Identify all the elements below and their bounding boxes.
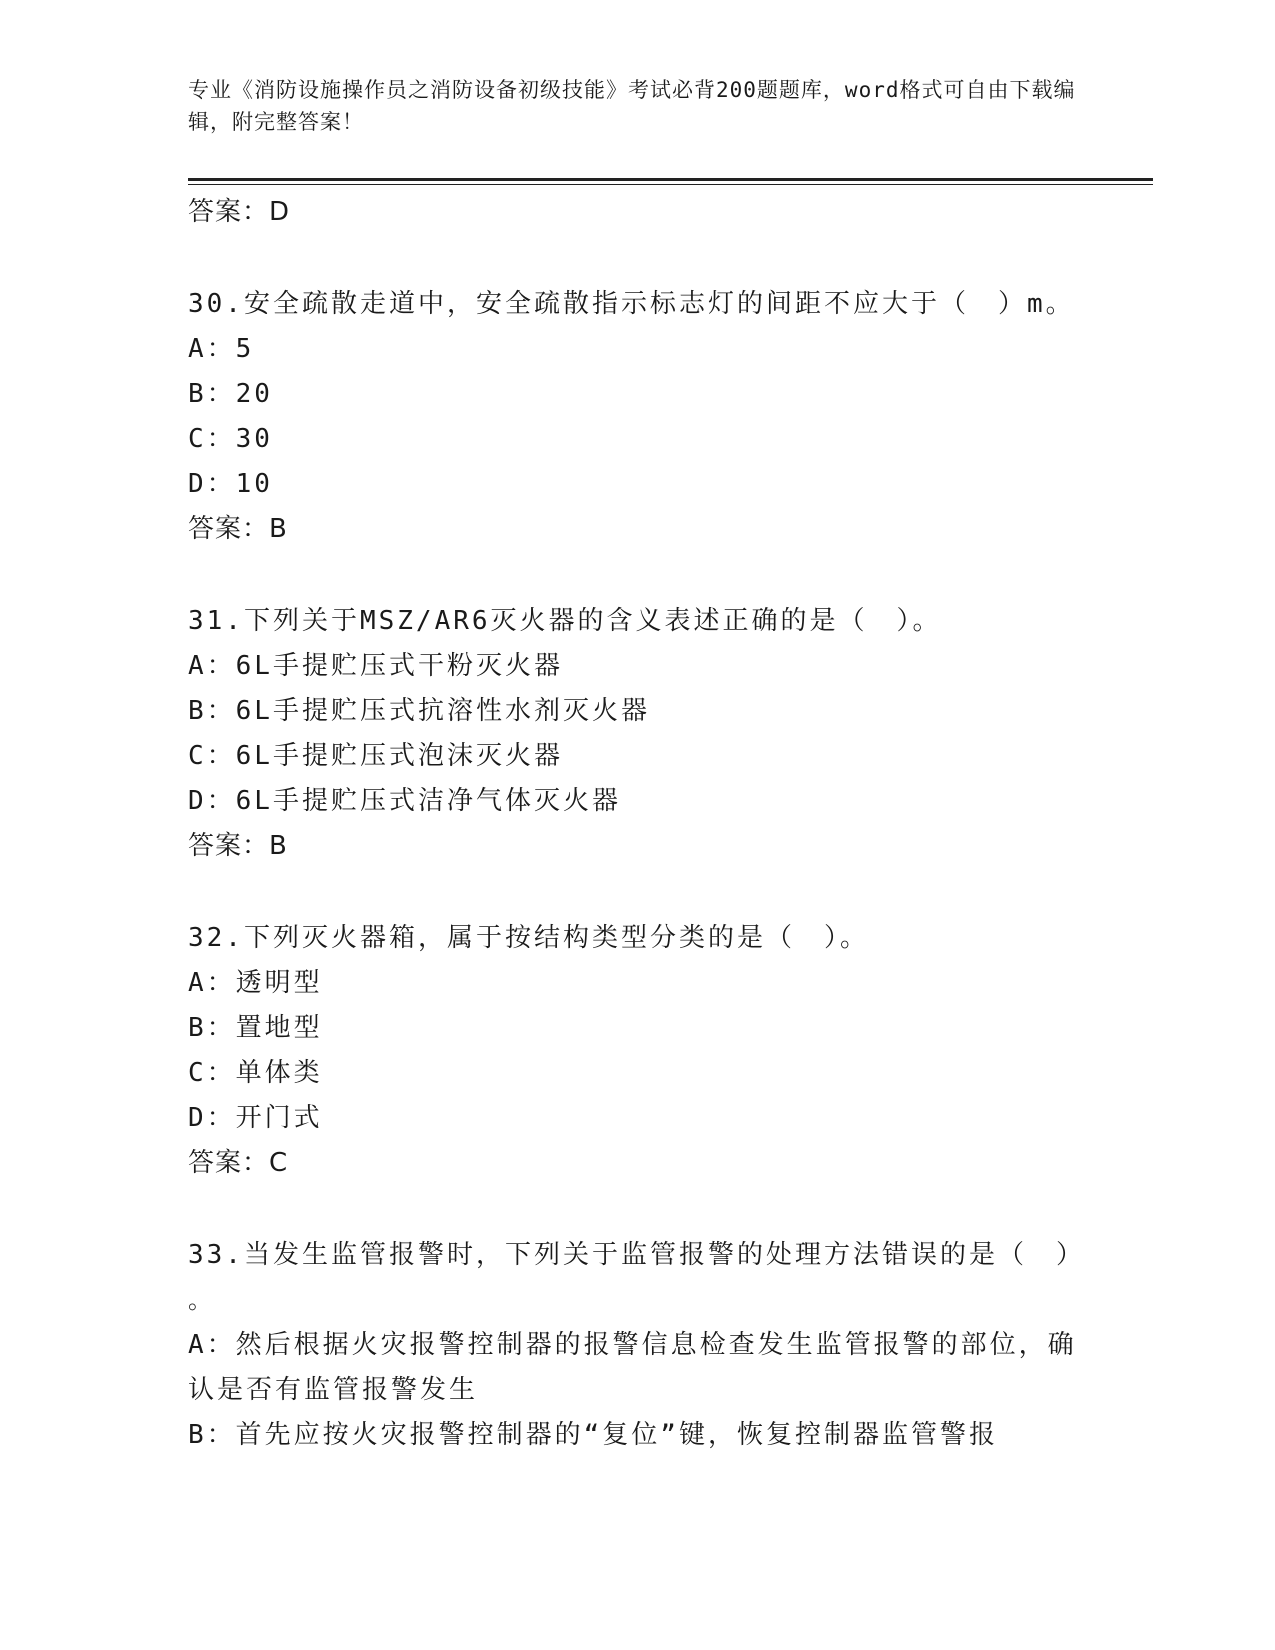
option-c: C：30 bbox=[188, 424, 273, 454]
spacer bbox=[188, 1186, 1088, 1233]
option-a: A：5 bbox=[188, 334, 255, 364]
question-text: 33.当发生监管报警时，下列关于监管报警的处理方法错误的是（ ） bbox=[188, 1240, 1085, 1270]
spacer bbox=[188, 869, 1088, 916]
header-rule-thin bbox=[188, 184, 1153, 185]
question-text: 30.安全疏散走道中，安全疏散指示标志灯的间距不应大于（ ）m。 bbox=[188, 289, 1075, 319]
option-a: A：6L手提贮压式干粉灭火器 bbox=[188, 651, 563, 681]
question-31 bbox=[188, 599, 1088, 869]
question-32 bbox=[188, 916, 1088, 1186]
option-b: B：20 bbox=[188, 379, 273, 409]
answer: 答案：B bbox=[188, 831, 288, 861]
option-b: B：置地型 bbox=[188, 1013, 323, 1043]
question-text-continuation: 。 bbox=[188, 1286, 212, 1314]
answer: 答案：C bbox=[188, 1148, 289, 1178]
option-c: C：6L手提贮压式泡沫灭火器 bbox=[188, 741, 563, 771]
option-a: A：然后根据火灾报警控制器的报警信息检查发生监管报警的部位，确认是否有监管报警发生 bbox=[188, 1330, 1077, 1405]
option-d: D：开门式 bbox=[188, 1103, 323, 1133]
option-a: A：透明型 bbox=[188, 968, 323, 998]
option-b: B：6L手提贮压式抗溶性水剂灭火器 bbox=[188, 696, 650, 726]
header-rule-thick bbox=[188, 178, 1153, 181]
option-b: B：首先应按火灾报警控制器的“复位”键，恢复控制器监管警报 bbox=[188, 1420, 998, 1450]
question-text: 31.下列关于MSZ/AR6灭火器的含义表述正确的是（ ）。 bbox=[188, 606, 942, 636]
question-33 bbox=[188, 1233, 1088, 1458]
document-body bbox=[188, 190, 1088, 1458]
question-text: 32.下列灭火器箱，属于按结构类型分类的是（ ）。 bbox=[188, 923, 869, 953]
document-header: 专业《消防设施操作员之消防设备初级技能》考试必背200题题库，word格式可自由下载编辑，附完整答案！ bbox=[188, 78, 1076, 134]
answer: 答案：B bbox=[188, 514, 288, 544]
spacer bbox=[188, 552, 1088, 599]
option-c: C：单体类 bbox=[188, 1058, 323, 1088]
spacer bbox=[188, 235, 1088, 282]
option-d: D：10 bbox=[188, 469, 273, 499]
option-d: D：6L手提贮压式洁净气体灭火器 bbox=[188, 786, 621, 816]
prev-answer: 答案：D bbox=[188, 197, 291, 227]
question-30 bbox=[188, 282, 1088, 552]
